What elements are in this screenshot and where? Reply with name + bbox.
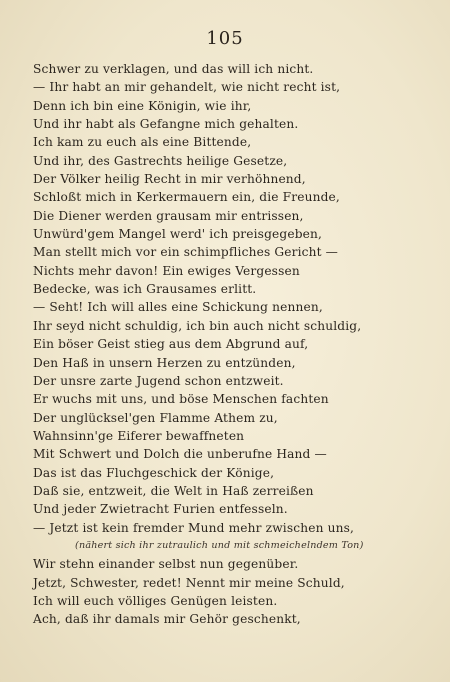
verse-line: Und ihr habt als Gefangne mich gehalten. bbox=[33, 117, 299, 132]
stage-direction: (nähert sich ihr zutraulich und mit schmeichelndem Ton) bbox=[75, 539, 364, 551]
verse-line: Die Diener werden grausam mir entrissen, bbox=[33, 208, 304, 223]
verse-line: Schloßt mich in Kerkermauern ein, die Freunde, bbox=[33, 190, 340, 205]
verse-line: Und jeder Zwietracht Furien entfesseln. bbox=[33, 502, 288, 517]
verse-line: Ein böser Geist stieg aus dem Abgrund auf, bbox=[33, 337, 309, 352]
page-number: 105 bbox=[206, 28, 244, 49]
verse-line: Ach, daß ihr damals mir Gehör geschenkt, bbox=[33, 612, 301, 627]
verse-line: Ihr seyd nicht schuldig, ich bin auch nicht schuldig, bbox=[33, 318, 362, 333]
verse-line: Wir stehn einander selbst nun gegenüber. bbox=[33, 557, 299, 572]
verse-line: Er wuchs mit uns, und böse Menschen fachten bbox=[33, 392, 329, 407]
verse-line: Bedecke, was ich Grausames erlitt. bbox=[33, 282, 257, 297]
verse-text bbox=[33, 60, 428, 629]
verse-line: Ich kam zu euch als eine Bittende, bbox=[33, 135, 252, 150]
verse-line: — Jetzt ist kein fremder Mund mehr zwischen uns, bbox=[33, 520, 355, 535]
verse-line: Nichts mehr davon! Ein ewiges Vergessen bbox=[33, 263, 300, 278]
verse-line: Unwürd'gem Mangel werd' ich preisgegeben, bbox=[33, 227, 323, 242]
verse-line: Der unsre zarte Jugend schon entzweit. bbox=[33, 373, 284, 388]
verse-line: Ich will euch völliges Genügen leisten. bbox=[33, 593, 278, 608]
verse-line: — Ihr habt an mir gehandelt, wie nicht recht ist, bbox=[33, 80, 341, 95]
verse-line: — Seht! Ich will alles eine Schickung nennen, bbox=[33, 300, 323, 315]
verse-line: Den Haß in unsern Herzen zu entzünden, bbox=[33, 355, 296, 370]
verse-line: Denn ich bin eine Königin, wie ihr, bbox=[33, 98, 252, 113]
verse-line: Der unglücksel'gen Flamme Athem zu, bbox=[33, 410, 278, 425]
verse-line: Das ist das Fluchgeschick der Könige, bbox=[33, 465, 275, 480]
verse-line: Mit Schwert und Dolch die unberufne Hand — bbox=[33, 447, 327, 462]
verse-line: Und ihr, des Gastrechts heilige Gesetze, bbox=[33, 153, 288, 168]
verse-line: Wahnsinn'ge Eiferer bewaffneten bbox=[33, 428, 245, 443]
verse-line: Man stellt mich vor ein schimpfliches Gericht — bbox=[33, 245, 339, 260]
verse-line: Jetzt, Schwester, redet! Nennt mir meine Schuld, bbox=[33, 575, 345, 590]
verse-line: Der Völker heilig Recht in mir verhöhnend, bbox=[33, 172, 306, 187]
verse-line: Daß sie, entzweit, die Welt in Haß zerreißen bbox=[33, 483, 314, 498]
verse-line: Schwer zu verklagen, und das will ich nicht. bbox=[33, 62, 314, 76]
